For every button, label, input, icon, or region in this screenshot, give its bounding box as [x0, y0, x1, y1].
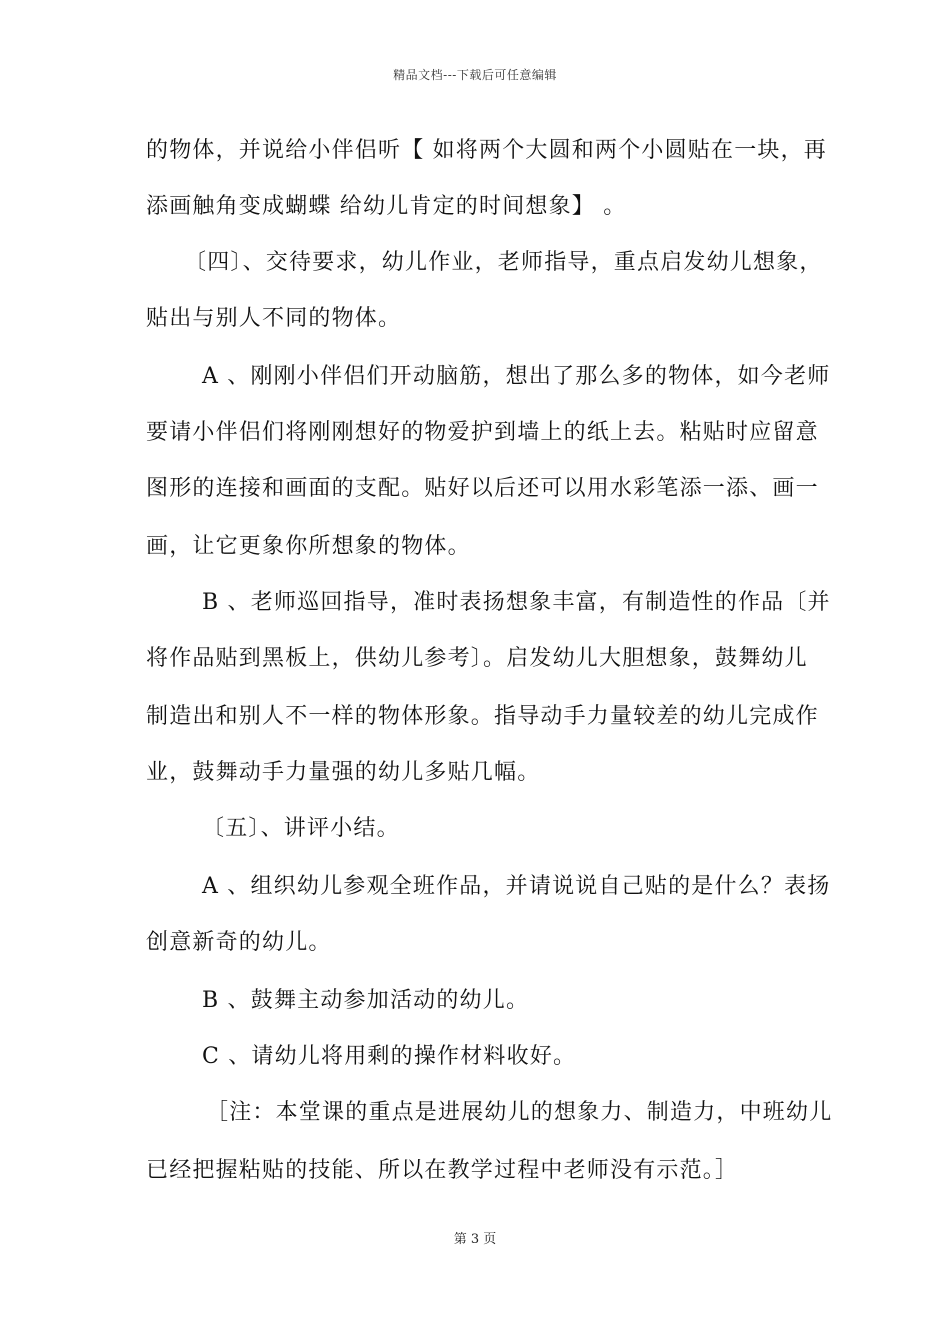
paragraph-line: 贴出与别人不同的物体。	[146, 306, 402, 331]
paragraph-line: B 、鼓舞主动参加活动的幼儿。	[202, 988, 530, 1013]
paragraph-line: 的物体，并说给小伴侣听【 如将两个大圆和两个小圆贴在一块，再	[146, 138, 827, 163]
paragraph-line: 将作品贴到黑板上，供幼儿参考〕。启发幼儿大胆想象，鼓舞幼儿	[146, 646, 808, 671]
paragraph-line: 画，让它更象你所想象的物体。	[146, 534, 471, 559]
page-number: 第 3 页	[453, 1232, 497, 1247]
paragraph-line: 〔四〕、交待要求，幼儿作业，老师指导，重点启发幼儿想象，	[184, 250, 823, 275]
paragraph-line: 创意新奇的幼儿。	[146, 930, 332, 955]
paragraph-line: 业，鼓舞动手力量强的幼儿多贴几幅。	[146, 760, 541, 785]
paragraph-line: 要请小伴侣们将刚刚想好的物爱护到墙上的纸上去。粘贴时应留意	[146, 420, 819, 445]
paragraph-line: 〔五〕、讲评小结。	[202, 816, 400, 841]
paragraph-line: 制造出和别人不一样的物体形象。指导动手力量较差的幼儿完成作	[146, 704, 819, 729]
paragraph-line: A 、组织幼儿参观全班作品，并请说说自己贴的是什么？表扬	[202, 874, 831, 899]
paragraph-line: 已经把握粘贴的技能、所以在教学过程中老师没有示范。］	[146, 1158, 739, 1183]
paragraph-line: ［注：本堂课的重点是进展幼儿的想象力、制造力，中班幼儿	[206, 1100, 833, 1125]
paragraph-line: C 、请幼儿将用剩的操作材料收好。	[202, 1044, 577, 1069]
paragraph-line: B 、老师巡回指导，准时表扬想象丰富，有制造性的作品〔并	[202, 590, 831, 615]
page-header: 精品文档---下载后可任意编辑	[393, 68, 557, 82]
paragraph-line: 图形的连接和画面的支配。贴好以后还可以用水彩笔添一添、画一	[146, 476, 819, 501]
paragraph-line: A 、刚刚小伴侣们开动脑筋，想出了那么多的物体，如今老师	[202, 364, 831, 389]
paragraph-line: 添画触角变成蝴蝶 给幼儿肯定的时间想象】 。	[146, 194, 627, 219]
